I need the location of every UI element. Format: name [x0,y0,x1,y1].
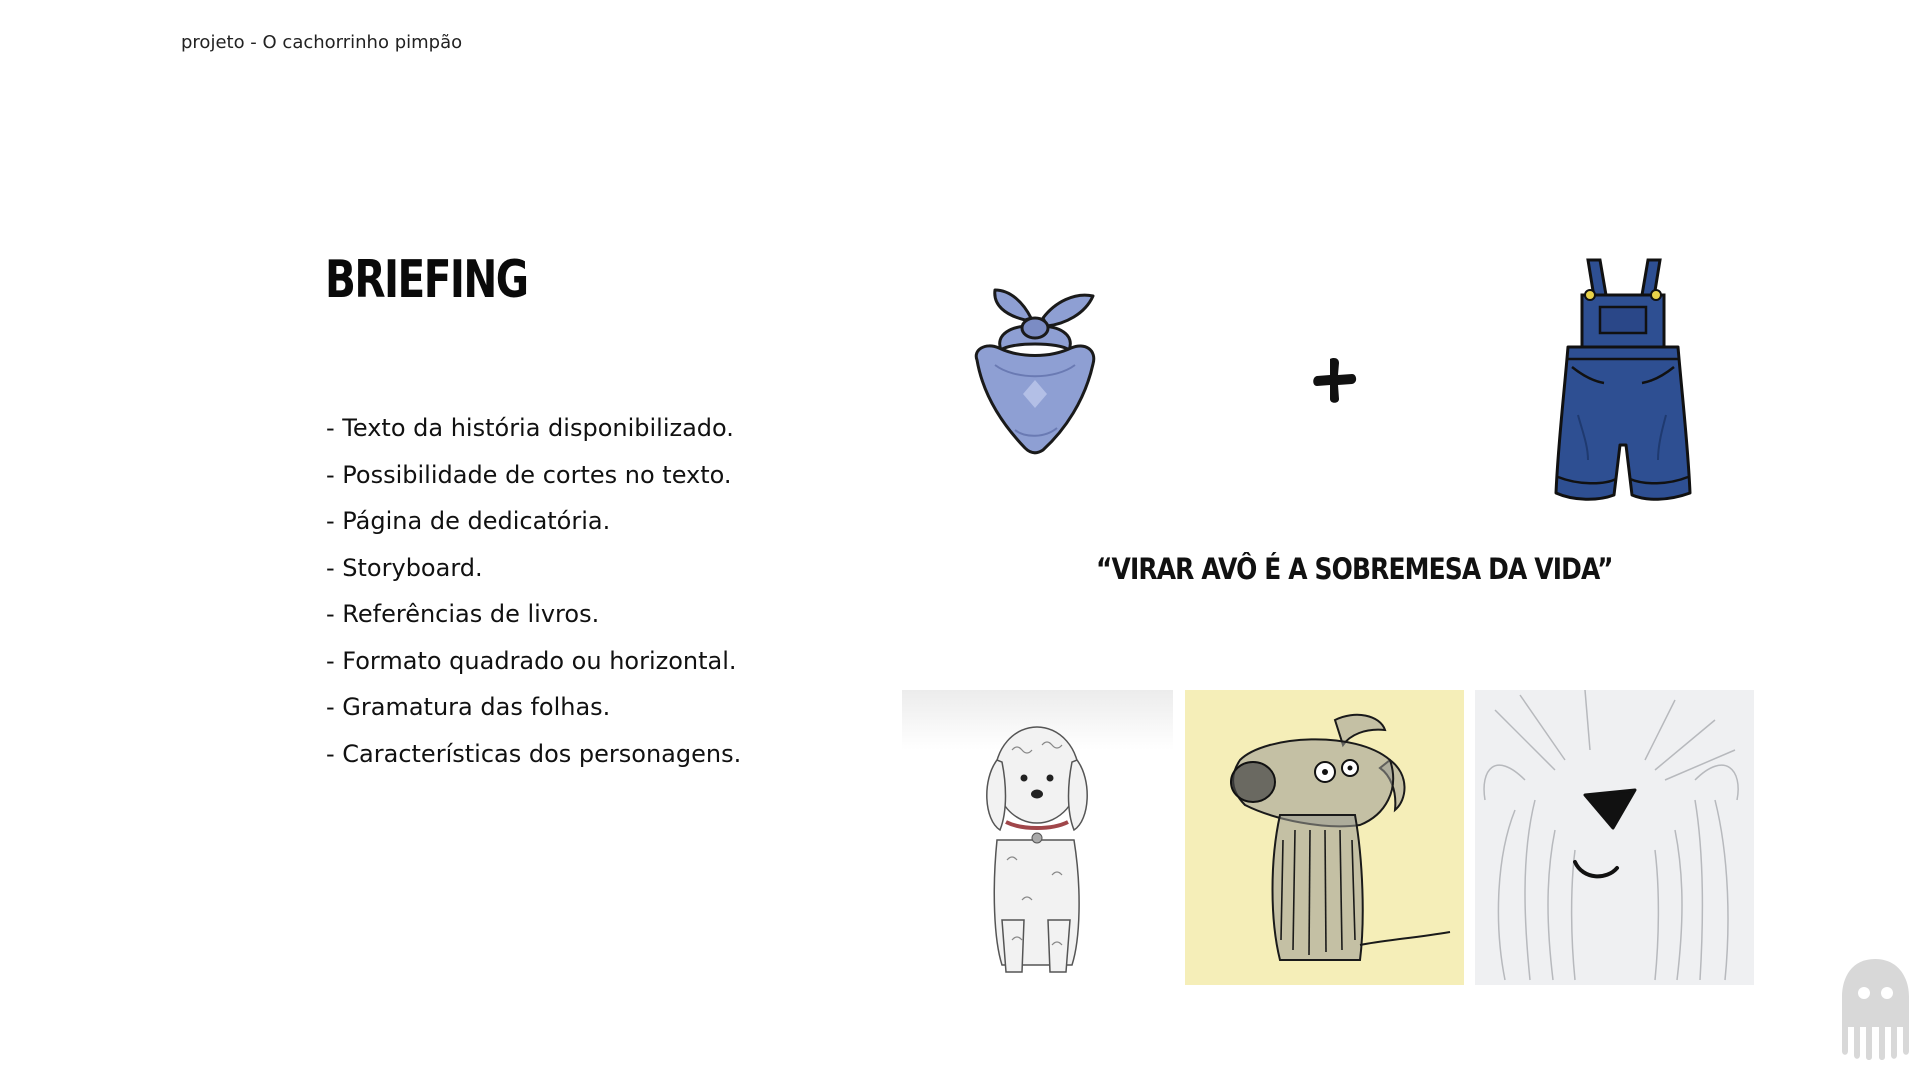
briefing-title: BRIEFING [325,250,528,310]
list-item: - Formato quadrado ou horizontal. [326,646,737,675]
overalls-icon [1548,255,1698,505]
reference-image-crayon-dog [1475,690,1754,985]
list-item: - Possibilidade de cortes no texto. [326,460,732,489]
reference-image-poodle [902,690,1173,985]
briefing-list [326,405,741,777]
list-item: - Gramatura das folhas. [326,693,611,721]
ghost-logo-icon [1838,955,1913,1060]
list-item: - Referências de livros. [326,600,600,628]
project-label: projeto - O cachorrinho pimpão [181,32,463,53]
list-item: - Texto da história disponibilizado. [326,414,734,442]
plus-icon [1310,355,1360,405]
quote-text: “VIRAR AVÔ É A SOBREMESA DA VIDA” [1096,552,1613,586]
list-item: - Página de dedicatória. [326,507,611,535]
list-item: - Storyboard. [326,553,483,582]
bandana-icon [965,280,1105,455]
list-item: - Características dos personagens. [326,739,742,768]
reference-image-sketch-dog [1185,690,1464,985]
